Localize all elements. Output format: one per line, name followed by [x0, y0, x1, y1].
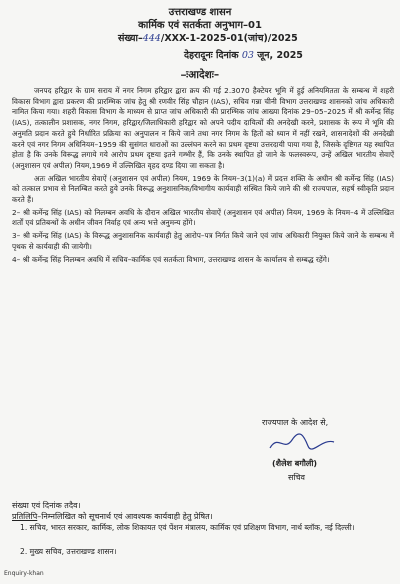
- signature-scribble: [268, 432, 338, 454]
- section-header: कार्मिक एवं सतर्कता अनुभाग–01: [138, 20, 262, 31]
- paragraph-chargesheet: 3– श्री कर्मेन्द्र सिंह (IAS) के विरूद्ध अनुशासनिक कार्यवाही हेतु आरोप–पत्र निर्गत किये जाने एवं जांच अधिकारी नियुक्त किये जाने के सम्बन्ध में पृथक से कार्यवाही की जायेगी।: [12, 231, 394, 251]
- date-handwritten-day: 03: [241, 50, 254, 61]
- paragraph-allowance: 2– श्री कर्मेन्द्र सिंह (IAS) को निलम्बन अवधि के दौरान अखिल भारतीय सेवाऐं (अनुशासन एवं अपील) नियम, 1969 के नियम–4 में उल्लिखित शर्तों एवं प्रतिबन्धों के अधीन जीवन निर्वाह एवं अन्य भत्ते अनुमन्य होंगे।: [12, 207, 394, 228]
- order-title: –ःआदेशः–: [180, 69, 220, 81]
- department-header: उत्तराखण्ड शासन: [168, 7, 232, 18]
- reference-number: [118, 31, 298, 44]
- copy-heading-text: –निम्नलिखित को सूचनार्थ एवं आवश्यक कार्यवाही हेतु प्रेषित।: [37, 512, 213, 521]
- paragraph-attachment: 4– श्री कर्मेन्द्र सिंह निलम्बन अवधि में सचिव–कार्मिक एवं सतर्कता विभाग, उत्तराखण्ड शासन के कार्यालय से सम्बद्ध रहेंगे।: [12, 254, 330, 264]
- reference-handwritten-number: 444: [142, 33, 161, 44]
- reference-suffix: /XXX-1-2025-01(जांच)/2025: [160, 33, 298, 44]
- copy-recipient-1: 1. सचिव, भारत सरकार, कार्मिक, लोक शिकायत एवं पेंशन मंत्रालय, कार्मिक एवं प्रशिक्षण विभाग, नार्थ ब्लॉक, नई दिल्ली।: [20, 523, 355, 532]
- copy-reference: संख्या एवं दिनांक तदैव।: [12, 501, 81, 510]
- order-body: [12, 86, 394, 267]
- date-prefix: देहरादूनः दिनांक: [184, 50, 239, 61]
- copy-heading: [12, 511, 213, 522]
- paragraph-suspension: अतः अखिल भारतीय सेवाऐं (अनुशासन एवं अपील) नियम, 1969 के नियम–3(1)(a) में प्रदत्त शक्ति के अधीन श्री कर्मेन्द्र सिंह (IAS) को तत्काल प्रभाव से निलम्बित करते हुये उनके विरूद्ध अनुशासनिक/विभागीय कार्यवाही संस्थित किये जाने की श्री राज्यपाल, सहर्ष स्वीकृति प्रदान करते हैं।: [12, 173, 394, 205]
- copy-label: प्रतिलिपि: [12, 512, 38, 521]
- signatory-name: (शैलेश बगौली): [272, 459, 318, 468]
- file-tag: Enquiry-khan: [4, 570, 44, 577]
- date-suffix: जून, 2025: [257, 50, 303, 61]
- reference-prefix: संख्या–: [118, 33, 143, 44]
- signatory-designation: सचिव: [288, 473, 306, 482]
- copy-recipient-2: 2. मुख्य सचिव, उत्तराखण्ड शासन।: [20, 547, 117, 556]
- governor-order-line: राज्यपाल के आदेश से,: [262, 418, 329, 427]
- paragraph-background: जनपद हरिद्वार के ग्राम सराय में नगर निगम हरिद्वार द्वारा क्रय की गई 2.3070 हैक्टेयर भूमि में हुई अनियमितता के सम्बन्ध में शहरी विकास विभाग द्वारा प्रकरण की प्रारम्भिक जांच हेतु श्री रणवीर सिंह चौहान (IAS), सचिव गन्ना चीनी विभाग उत्तराखण्ड शासनको जांच अधिकारी नामित किया गया। शहरी विकास विभाग के माध्यम से प्राप्त जांच अधिकारी की प्रारम्भिक जांच आख्या दिनांक 29–05–2025 में श्री कर्मेन्द्र सिंह (IAS), तत्कालीन प्रशासक, नगर निगम, हरिद्वार/जिलाधिकारी हरिद्वार को अपने पदीय दायित्वों की अनदेखी करने, प्रशासक के रूप में भूमि की अनुमति प्रदान करते हुये निर्धारित प्रक्रिया का अनुपालन न किये जाने तथा नगर निगम के हितों को ध्यान में नहीं रखने, शासनादेशों की अनदेखी करने एवं नगर निगम अधिनियम–1959 की सुसंगत धाराओं का उल्लंघन करने का प्रथम दृष्टया उत्तरदायी पाया गया है, जिसके दृष्टिगत यह स्थापित होता है कि उनके विरूद्ध लगाये गये आरोप प्रथम दृष्टया इतने गम्भीर हैं, कि उनके स्थापित हो जाने के फलस्वरूप, उन्हें अखिल भारतीय सेवाऐं (अनुशासन एवं अपील) नियम,1969 में उल्लिखित वृहद दण्ड दिया जा सकता है।: [12, 86, 394, 170]
- order-date: [184, 48, 303, 61]
